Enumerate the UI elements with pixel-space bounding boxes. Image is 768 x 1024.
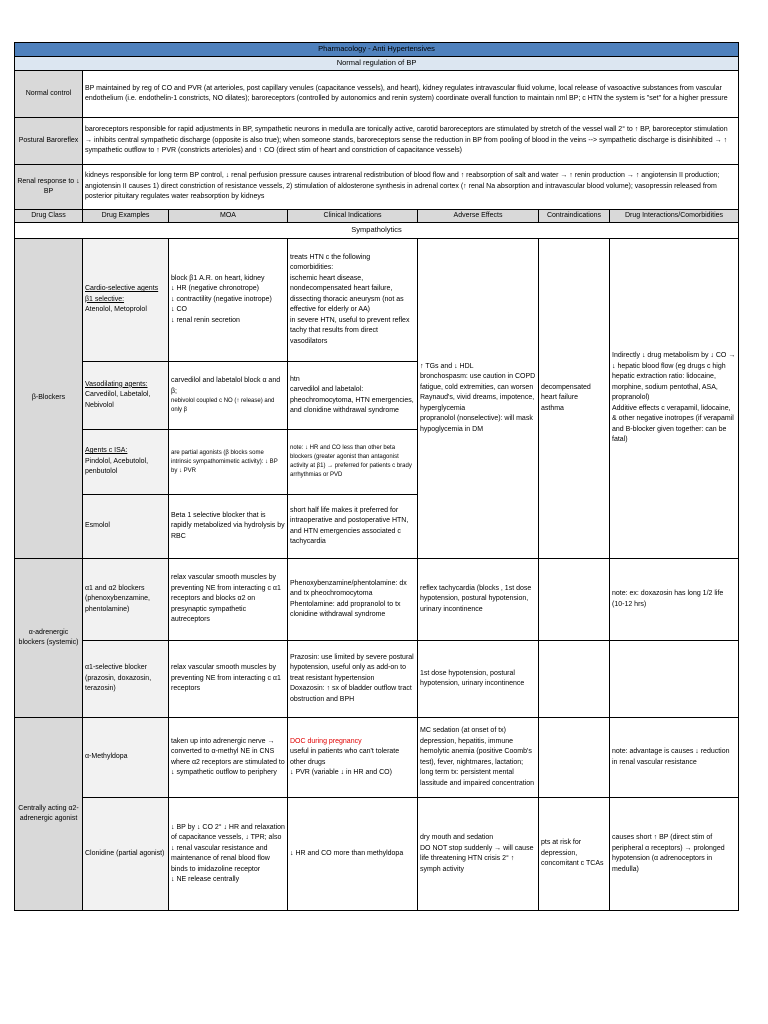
col-adverse-effects: Adverse Effects: [418, 210, 539, 223]
col-drug-examples: Drug Examples: [83, 210, 169, 223]
indication-line: htn: [290, 375, 300, 383]
indication-line: note: ↓ HR and CO less than other beta blockers (greater agonist than antagonist activity at β1) → preferred for patients c brady arrhythmias or PVD: [290, 445, 412, 478]
col-drug-class: Drug Class: [15, 210, 83, 223]
contra-line: asthma: [541, 404, 564, 412]
normal-control-text: BP maintained by reg of CO and PVR (at arterioles, post capillary venules (capacitance vessels), and heart), kidney regulates intravascular fluid volume, local release of vasoactive substances from vascular endothelium (i.e. endothelin-1 constricts, NO dilates); baroreceptors (controlled by autonomics and renin system) coordinate overall function to maintain nml BP; c HTN the system is "set" for a higher pressure: [83, 71, 739, 118]
drug-sheet: [14, 42, 738, 911]
methyldopa-adverse: MC sedation (at onset of tx) depression, hepatitis, immune hemolytic anemia (positive Coomb's test), fever, nightmares, lactation; long term tx: persistent mental lassitude and impaired concentration: [418, 718, 539, 798]
moa-line: ↓ BP by ↓ CO 2° ↓ HR and relaxation of capacitance vessels, ↓ TPR; also ↓ renal vascular resistance and maintenance of renal blood flow: [171, 823, 285, 862]
methyldopa-example: α-Methyldopa: [83, 718, 169, 798]
moa-line: ↓ renal renin secretion: [171, 316, 240, 324]
clonidine-indications: ↓ HR and CO more than methyldopa: [288, 798, 418, 911]
postural-baroreflex-text: baroreceptors responsible for rapid adjustments in BP, sympathetic neurons in medulla are tonically active, carotid baroreceptors are stimulated by stretch of the vessel wall 2° to ↑ BP, baroreceptor stimulation → inhibits central sympathetic discharge (opposite is also true); when someone stands, baroreceptors sense the reduction in BP from pooling of blood in the veins --> sympathetic discharge is disinhibited → ↑ sympathetic outflow to ↑ PVR (constricts arterioles) and ↑ CO (direct stim of heart and constriction of capacitance vessels): [83, 118, 739, 165]
beta-cardioselective-indications: [288, 239, 418, 362]
section-sympatholytics: Sympatholytics: [15, 223, 739, 239]
col-contraindications: Contraindications: [539, 210, 610, 223]
indication-line: Phenoxybenzamine/phentolamine: dx and tx pheochromocytoma: [290, 579, 407, 597]
central-alpha2-class: Centrally acting α2-adrenergic agonist: [15, 718, 83, 911]
beta-interactions: [610, 239, 739, 559]
indication-line: treats HTN c the following comorbidities:: [290, 253, 371, 272]
adverse-line: ↑ TGs and ↓ HDL: [420, 362, 474, 370]
beta-vasodilating-indications: [288, 362, 418, 430]
alpha-blockers-class: α-adrenergic blockers (systemic): [15, 559, 83, 718]
alpha-nonselective-adverse: reflex tachycardia (blocks , 1st dose hypotension, postural hypotension, urinary incontinence: [418, 559, 539, 641]
indication-line: useful in patients who can't tolerate other drugs: [290, 748, 400, 766]
adverse-line: DO NOT stop suddenly → will cause life threatening HTN crisis 2° ↑ symph activity: [420, 844, 534, 873]
alpha1-selective-adverse: 1st dose hypotension, postural hypotension, urinary incontinence: [418, 641, 539, 718]
moa-line: are partial agonists (β blocks some intrinsic sympathomimetic activity): ↓ BP by ↓ PVR: [171, 449, 278, 474]
beta-esmolol-example: [83, 495, 169, 559]
indication-line: ischemic heart disease, nondecompensated heart failure, dissecting thoracic aneurysm (not as effective for elderly or AA): [290, 274, 404, 314]
beta-vasodilating-examples: [83, 362, 169, 430]
moa-line: binds to imidazoline receptor: [171, 865, 261, 873]
beta-isa-examples: [83, 430, 169, 495]
beta-contraindications: [539, 239, 610, 559]
alpha1-selective-examples: α1-selective blocker (prazosin, doxazosin, terazosin): [83, 641, 169, 718]
adverse-line: fatigue, cold extremities, can worsen Raynaud's, vivid dreams, impotence, hyperglycemia: [420, 383, 535, 412]
example-heading: Agents c ISA:: [85, 447, 128, 455]
normal-regulation-heading: Normal regulation of BP: [15, 57, 739, 71]
clonidine-contra: pts at risk for depression, concomitant c TCAs: [539, 798, 610, 911]
renal-response-label: Renal response to ↓ BP: [15, 165, 83, 210]
clonidine-example: Clonidine (partial agonist): [83, 798, 169, 911]
alpha-nonselective-examples: α1 and α2 blockers (phenoxybenzamine, phentolamine): [83, 559, 169, 641]
adverse-line: bronchospasm: use caution in COPD: [420, 373, 536, 381]
renal-response-text: kidneys responsible for long term BP control, ↓ renal perfusion pressure causes intrarenal redistribution of blood flow and ↑ reabsorption of salt and water → ↑ renin production → ↑ angiotensin II production; angiotensin II causes 1) direct constriction of resistance vessels, 2) stimulation of aldosterone synthesis in adrenal cortex (↑ renal Na absorption and intravascular blood volume); vasopressin released from posterior pituitary regulates water reabsorption by kidneys: [83, 165, 739, 210]
antihypertensive-table: [14, 42, 739, 911]
beta-adverse-effects: [418, 239, 539, 559]
moa-line: Beta 1 selective blocker that is rapidly metabolized via hydrolysis by RBC: [171, 511, 285, 540]
methyldopa-interactions: note: advantage is causes ↓ reduction in renal vascular resistance: [610, 718, 739, 798]
indication-line: carvedilol and labetalol:: [290, 386, 364, 393]
moa-line: carvedilol and labetalol block α and β;: [171, 377, 281, 395]
methyldopa-moa: taken up into adrenergic nerve → converted to α-methyl NE in CNS where α2 receptors are stimulated to ↓ sympathetic outflow to periphery: [169, 718, 288, 798]
indication-line: Prazosin: use limited by severe postural hypotension, useful only as add-on to treat resistant hypertension: [290, 653, 414, 682]
example-heading: Cardio-selective agents β1 selective:: [85, 285, 159, 303]
moa-line: ↓ HR (negative chronotrope): [171, 285, 259, 293]
interaction-line: Additive effects c verapamil, lidocaine, & other negative inotropes (if verapamil and B-blocker given together: can be fatal): [612, 404, 734, 444]
indication-line: short half life makes it preferred for intraoperative and postoperative HTN, and HTN emergencies associated c tachycardia: [290, 506, 409, 545]
example-drugs: Pindolol, Acebutolol, penbutolol: [85, 457, 149, 476]
column-header-row: [15, 210, 739, 223]
indication-line: pheochromocytoma, HTN emergencies, and clonidine withdrawal syndrome: [290, 396, 414, 414]
methyldopa-indications: [288, 718, 418, 798]
alpha1-selective-interactions: [610, 641, 739, 718]
beta-vasodilating-moa: [169, 362, 288, 430]
beta-isa-indications: [288, 430, 418, 495]
clonidine-moa: [169, 798, 288, 911]
moa-line: ↓ contractility (negative inotrope): [171, 295, 272, 303]
alpha1-selective-moa: relax vascular smooth muscles by preventing NE from interacting c α1 receptors: [169, 641, 288, 718]
beta-cardioselective-examples: [83, 239, 169, 362]
doc-pregnancy-note: DOC during pregnancy: [290, 737, 362, 745]
alpha1-selective-contra: [539, 641, 610, 718]
example-drugs: Carvedilol, Labetalol, Nebivolol: [85, 391, 151, 409]
beta-isa-moa: [169, 430, 288, 495]
alpha-nonselective-interactions: note: ex: doxazosin has long 1/2 life (10-12 hrs): [610, 559, 739, 641]
example-drugs: Esmolol: [85, 522, 110, 530]
example-drugs: Atenolol, Metoprolol: [85, 306, 147, 314]
moa-line: ↓ CO: [171, 306, 187, 314]
interaction-line: Indirectly ↓ drug metabolism by ↓ CO → ↓ hepatic blood flow (eg drugs c high hepatic extraction ratio: lidocaine, morphine, sodium pentothal, ASA, propranolol): [612, 352, 736, 402]
normal-control-label: Normal control: [15, 71, 83, 118]
adverse-line: dry mouth and sedation: [420, 834, 494, 841]
methyldopa-contra: [539, 718, 610, 798]
col-interactions: Drug Interactions/Comorbidities: [610, 210, 739, 223]
beta-esmolol-moa: [169, 495, 288, 559]
indication-line: Phentolamine: add propranolol to tx clonidine withdrawal syndrome: [290, 600, 401, 618]
clonidine-interactions: causes short ↑ BP (direct stim of peripheral α receptors) → prolonged hypotension (α adrenoceptors in medulla): [610, 798, 739, 911]
indication-line: in severe HTN, useful to prevent reflex tachy that results from direct vasodilators: [290, 316, 410, 345]
alpha-nonselective-indications: [288, 559, 418, 641]
indication-line: ↓ PVR (variable ↓ in HR and CO): [290, 769, 392, 776]
example-heading: Vasodilating agents:: [85, 380, 148, 388]
moa-line: ↓ NE release centrally: [171, 876, 240, 883]
beta-blockers-class: β-Blockers: [15, 239, 83, 559]
beta-esmolol-indications: [288, 495, 418, 559]
clonidine-adverse: [418, 798, 539, 911]
sheet-title: Pharmacology - Anti Hypertensives: [15, 43, 739, 57]
contra-line: decompensated heart failure: [541, 383, 591, 402]
col-moa: MOA: [169, 210, 288, 223]
postural-baroreflex-label: Postural Baroreflex: [15, 118, 83, 165]
alpha-nonselective-contra: [539, 559, 610, 641]
col-clinical-indications: Clinical Indications: [288, 210, 418, 223]
alpha-nonselective-moa: relax vascular smooth muscles by preventing NE from interacting c α1 receptors and blocks α2 on presynaptic sympathetic autreceptors: [169, 559, 288, 641]
alpha1-selective-indications: [288, 641, 418, 718]
moa-line: nebivolol coupled c NO (↑ release) and only β: [171, 398, 275, 413]
indication-line: Doxazosin: ↑ sx of bladder outflow tract obstruction and BPH: [290, 685, 412, 703]
moa-line: block β1 A.R. on heart, kidney: [171, 274, 265, 282]
beta-cardioselective-moa: [169, 239, 288, 362]
adverse-line: propranolol (nonselective): will mask hypoglycemia in DM: [420, 415, 533, 433]
